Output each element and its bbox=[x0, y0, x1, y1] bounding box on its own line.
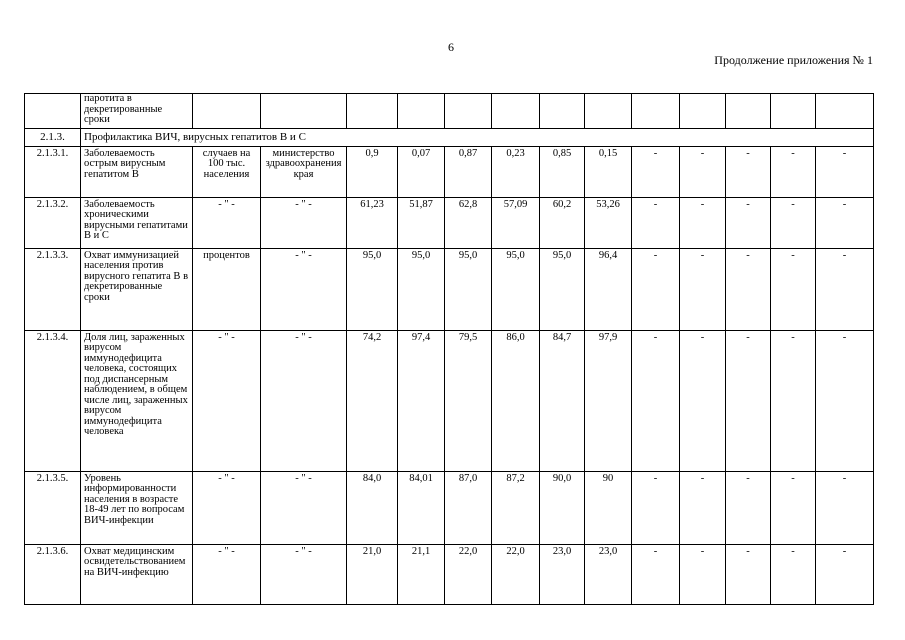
responsible-cell: - " - bbox=[261, 197, 347, 248]
empty-value-cell: - bbox=[816, 248, 874, 330]
empty-value-cell: - bbox=[680, 330, 726, 471]
indicator-cell: Уровень информированности населения в возрасте 18-49 лет по вопросам ВИЧ-инфекции bbox=[81, 471, 193, 544]
value-cell: 97,4 bbox=[398, 330, 445, 471]
value-cell: 0,87 bbox=[445, 146, 492, 197]
value-cell: 53,26 bbox=[585, 197, 632, 248]
row-number-cell: 2.1.3.5. bbox=[25, 471, 81, 544]
empty-value-cell: - bbox=[726, 544, 771, 604]
empty-value-cell: - bbox=[632, 330, 680, 471]
value-cell: 21,1 bbox=[398, 544, 445, 604]
value-cell: 0,9 bbox=[347, 146, 398, 197]
value-cell: 62,8 bbox=[445, 197, 492, 248]
unit-cell: - " - bbox=[193, 471, 261, 544]
unit-cell: - " - bbox=[193, 544, 261, 604]
responsible-cell: министерство здравоохранения края bbox=[261, 146, 347, 197]
empty-value-cell: - bbox=[632, 471, 680, 544]
empty-value-cell: - bbox=[816, 330, 874, 471]
responsible-cell: - " - bbox=[261, 330, 347, 471]
value-cell: 86,0 bbox=[492, 330, 540, 471]
value-cell bbox=[492, 94, 540, 129]
empty-value-cell: - bbox=[771, 248, 816, 330]
page-number: 6 bbox=[448, 40, 454, 54]
table-row bbox=[25, 330, 874, 471]
unit-cell: случаев на 100 тыс. населения bbox=[193, 146, 261, 197]
empty-value-cell: - bbox=[680, 471, 726, 544]
empty-value-cell: - bbox=[632, 544, 680, 604]
empty-value-cell: - bbox=[816, 471, 874, 544]
empty-value-cell: - bbox=[771, 146, 816, 197]
unit-cell bbox=[193, 94, 261, 129]
empty-value-cell: - bbox=[726, 146, 771, 197]
value-cell: 84,01 bbox=[398, 471, 445, 544]
value-cell bbox=[680, 94, 726, 129]
value-cell: 0,85 bbox=[540, 146, 585, 197]
section-number: 2.1.3. bbox=[25, 128, 81, 146]
value-cell: 74,2 bbox=[347, 330, 398, 471]
empty-value-cell: - bbox=[816, 146, 874, 197]
value-cell bbox=[347, 94, 398, 129]
empty-value-cell: - bbox=[771, 544, 816, 604]
responsible-cell: - " - bbox=[261, 248, 347, 330]
empty-value-cell: - bbox=[771, 330, 816, 471]
table-row bbox=[25, 146, 874, 197]
empty-value-cell: - bbox=[816, 197, 874, 248]
indicators-table bbox=[24, 93, 874, 605]
table-row bbox=[25, 544, 874, 604]
value-cell bbox=[398, 94, 445, 129]
value-cell: 0,23 bbox=[492, 146, 540, 197]
section-row bbox=[25, 128, 874, 146]
row-number-cell: 2.1.3.1. bbox=[25, 146, 81, 197]
table-row bbox=[25, 471, 874, 544]
value-cell: 79,5 bbox=[445, 330, 492, 471]
empty-value-cell: - bbox=[632, 197, 680, 248]
value-cell: 95,0 bbox=[540, 248, 585, 330]
value-cell: 87,0 bbox=[445, 471, 492, 544]
empty-value-cell: - bbox=[680, 248, 726, 330]
value-cell: 95,0 bbox=[398, 248, 445, 330]
empty-value-cell: - bbox=[632, 146, 680, 197]
indicator-cell: Заболеваемость хроническими вирусными гепатитами В и С bbox=[81, 197, 193, 248]
empty-value-cell: - bbox=[771, 197, 816, 248]
row-number-cell: 2.1.3.2. bbox=[25, 197, 81, 248]
value-cell: 87,2 bbox=[492, 471, 540, 544]
value-cell: 0,07 bbox=[398, 146, 445, 197]
value-cell bbox=[632, 94, 680, 129]
table-row bbox=[25, 197, 874, 248]
indicator-cell: Заболеваемость острым вирусным гепатитом В bbox=[81, 146, 193, 197]
row-number-cell: 2.1.3.4. bbox=[25, 330, 81, 471]
responsible-cell bbox=[261, 94, 347, 129]
unit-cell: процентов bbox=[193, 248, 261, 330]
row-number-cell bbox=[25, 94, 81, 129]
value-cell: 0,15 bbox=[585, 146, 632, 197]
value-cell bbox=[585, 94, 632, 129]
indicator-cell: Охват медицинским освидетельствованием на ВИЧ-инфекцию bbox=[81, 544, 193, 604]
empty-value-cell: - bbox=[680, 146, 726, 197]
value-cell bbox=[816, 94, 874, 129]
empty-value-cell: - bbox=[680, 544, 726, 604]
table-row bbox=[25, 248, 874, 330]
row-number-cell: 2.1.3.6. bbox=[25, 544, 81, 604]
empty-value-cell: - bbox=[726, 197, 771, 248]
empty-value-cell: - bbox=[726, 330, 771, 471]
responsible-cell: - " - bbox=[261, 471, 347, 544]
value-cell: 51,87 bbox=[398, 197, 445, 248]
empty-value-cell: - bbox=[726, 248, 771, 330]
indicator-cell: Охват иммунизацией населения против вирусного гепатита В в декретированные сроки bbox=[81, 248, 193, 330]
unit-cell: - " - bbox=[193, 197, 261, 248]
responsible-cell: - " - bbox=[261, 544, 347, 604]
value-cell: 95,0 bbox=[347, 248, 398, 330]
value-cell: 61,23 bbox=[347, 197, 398, 248]
value-cell: 21,0 bbox=[347, 544, 398, 604]
indicator-cell: Доля лиц, зараженных вирусом иммунодефицита человека, состоящих под диспансерным наблюдением, в общем числе лиц, зараженных вирусом иммунодефицита человека bbox=[81, 330, 193, 471]
row-number-cell: 2.1.3.3. bbox=[25, 248, 81, 330]
value-cell: 90,0 bbox=[540, 471, 585, 544]
empty-value-cell: - bbox=[680, 197, 726, 248]
value-cell bbox=[771, 94, 816, 129]
value-cell: 84,0 bbox=[347, 471, 398, 544]
section-title: Профилактика ВИЧ, вирусных гепатитов В и С bbox=[81, 128, 874, 146]
value-cell: 84,7 bbox=[540, 330, 585, 471]
value-cell: 23,0 bbox=[540, 544, 585, 604]
empty-value-cell: - bbox=[726, 471, 771, 544]
value-cell bbox=[445, 94, 492, 129]
value-cell: 97,9 bbox=[585, 330, 632, 471]
value-cell: 95,0 bbox=[492, 248, 540, 330]
value-cell: 22,0 bbox=[492, 544, 540, 604]
value-cell bbox=[726, 94, 771, 129]
continuation-caption: Продолжение приложения № 1 bbox=[714, 53, 873, 67]
empty-value-cell: - bbox=[816, 544, 874, 604]
value-cell: 22,0 bbox=[445, 544, 492, 604]
table-body bbox=[25, 94, 874, 605]
value-cell bbox=[540, 94, 585, 129]
table-row-fragment bbox=[25, 94, 874, 129]
empty-value-cell: - bbox=[771, 471, 816, 544]
value-cell: 95,0 bbox=[445, 248, 492, 330]
value-cell: 57,09 bbox=[492, 197, 540, 248]
indicator-cell: паротита в декретированные сроки bbox=[81, 94, 193, 129]
value-cell: 96,4 bbox=[585, 248, 632, 330]
empty-value-cell: - bbox=[632, 248, 680, 330]
unit-cell: - " - bbox=[193, 330, 261, 471]
value-cell: 90 bbox=[585, 471, 632, 544]
value-cell: 60,2 bbox=[540, 197, 585, 248]
value-cell: 23,0 bbox=[585, 544, 632, 604]
